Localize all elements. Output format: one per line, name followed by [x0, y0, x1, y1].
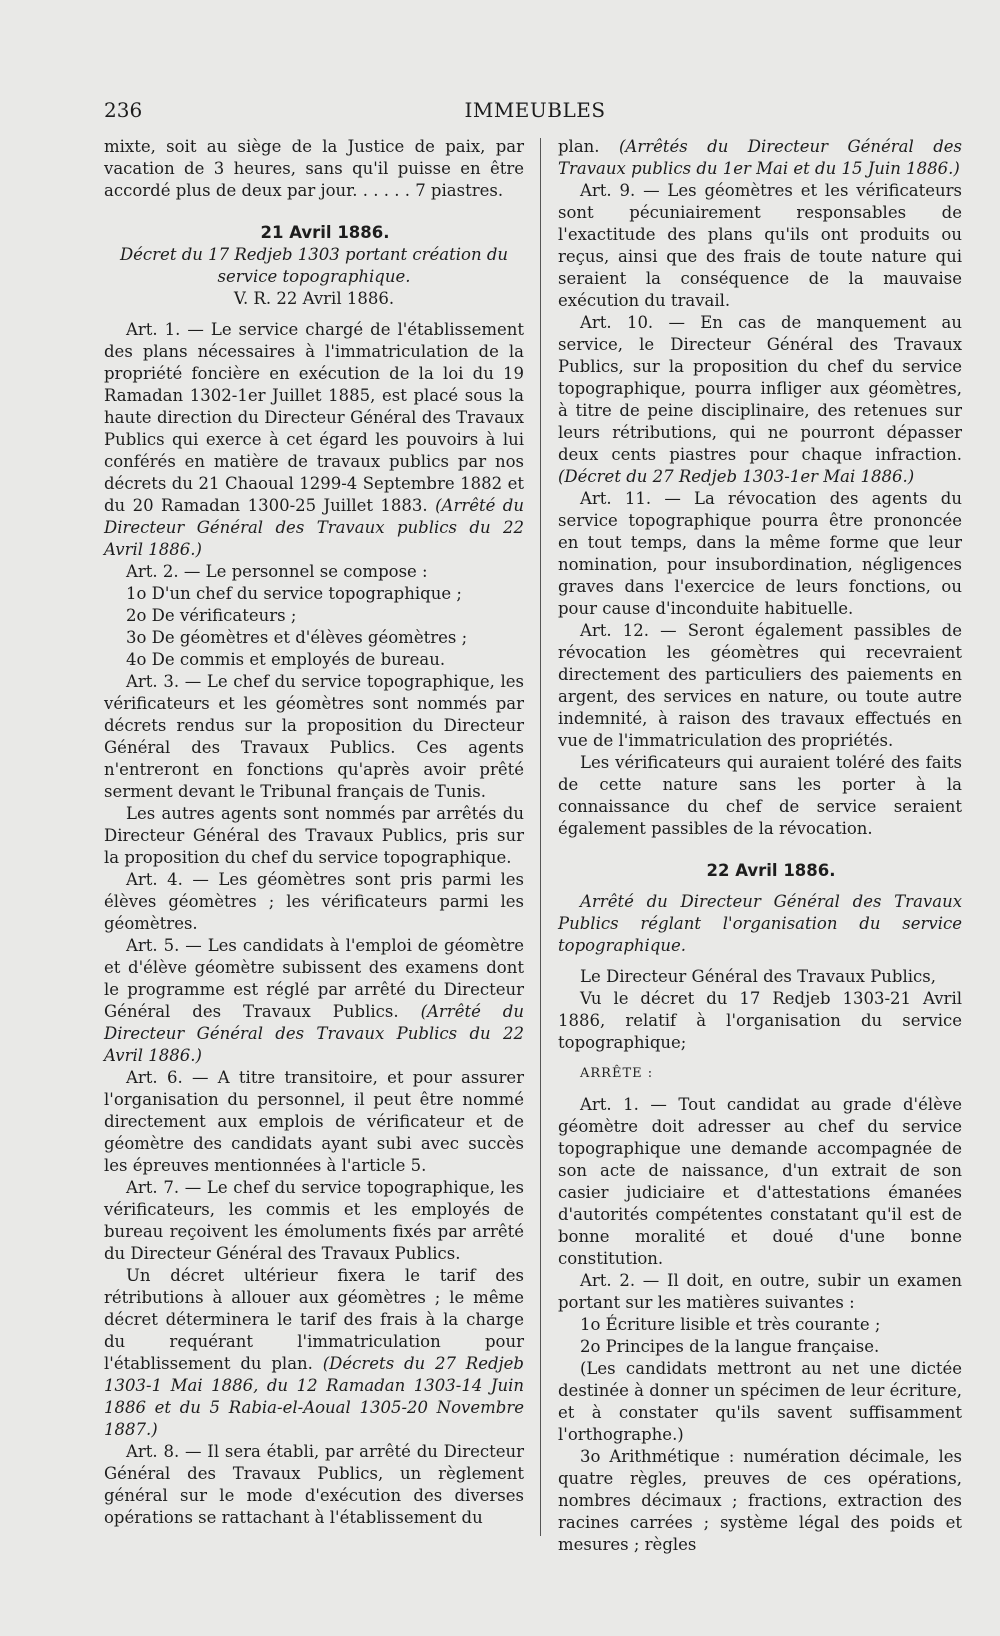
decree-title: Décret du 17 Redjeb 1303 portant création du service topographique.: [119, 245, 509, 286]
decree-date: 21 Avril 1886.: [260, 223, 390, 242]
article: Art. 11. — La révocation des agents du service topographique pourra être prononcée en tout temps, dans la même forme que leur nomination, pour insubordination, négligences graves dans l'exercice de leurs fonctions, ou pour cause d'inconduite habituelle.: [558, 489, 962, 618]
column-divider: [540, 138, 541, 1536]
arrete-label: ARRÊTE :: [580, 1066, 654, 1081]
list-item: 3o De géomètres et d'élèves géomètres ;: [126, 628, 468, 647]
list-item: 2o De vérificateurs ;: [126, 606, 297, 625]
article: Art. 12. — Seront également passibles de révocation les géomètres qui recevraient directement des particuliers des paiements en argent, des services en nature, ou toute autre indemnité, à raison des travaux effectués en vue de l'immatriculation des propriétés.: [558, 621, 962, 750]
article: Art. 1. — Le service chargé de l'établissement des plans nécessaires à l'immatriculation de la propriété foncière en exécution de la loi du 19 Ramadan 1302-1er Juillet 1885, est placé sous la haute direction du Directeur Général des Travaux Publics qui exerce à cet égard les pouvoirs à lui conférés en matière de travaux publics par nos décrets du 21 Chaoual 1299-4 Septembre 1882 et du 20 Ramadan 1300-25 Juillet 1883. (Arrêté du Directeur Général des Travaux publics du 22 Avril 1886.): [104, 320, 524, 559]
paragraph: (Les candidats mettront au net une dictée destinée à donner un spécimen de leur écriture, et à constater qu'ils savent suffisamment l'orthographe.): [558, 1359, 962, 1444]
list-item: 3o Arithmétique : numération décimale, les quatre règles, preuves de ces opérations, nombres décimaux ; fractions, extraction des racines carrées ; système légal des poids et mesures ; règles: [558, 1447, 962, 1554]
article: Art. 7. — Le chef du service topographique, les vérificateurs, les commis et les employés de bureau reçoivent les émoluments fixés par arrêté du Directeur Général des Travaux Publics.: [104, 1178, 524, 1263]
article: Art. 10. — En cas de manquement au service, le Directeur Général des Travaux Publics, sur la proposition du chef du service topographique, pourra infliger aux géomètres, à titre de peine disciplinaire, des retenues sur leurs rétributions, qui ne pourront dépasser deux cents piastres pour chaque infraction. (Décret du 27 Redjeb 1303-1er Mai 1886.): [558, 313, 962, 486]
article: Art. 5. — Les candidats à l'emploi de géomètre et d'élève géomètre subissent des examens dont le programme est réglé par arrêté du Directeur Général des Travaux Publics. (Arrêté du Directeur Général des Travaux Publics du 22 Avril 1886.): [104, 936, 524, 1065]
article: Art. 3. — Le chef du service topographique, les vérificateurs et les géomètres sont nommés par décrets rendus sur la proposition du Directeur Général des Travaux Publics. Ces agents n'entreront en fonctions qu'après avoir prêté serment devant le Tribunal français de Tunis.: [104, 672, 524, 801]
list-item: 1o D'un chef du service topographique ;: [126, 584, 462, 603]
article: Art. 2. — Il doit, en outre, subir un examen portant sur les matières suivantes :: [558, 1271, 962, 1312]
paragraph: Vu le décret du 17 Redjeb 1303-21 Avril 1886, relatif à l'organisation du service topographique;: [558, 989, 962, 1052]
list-item: 1o Écriture lisible et très courante ;: [580, 1315, 881, 1334]
arrete-date: 22 Avril 1886.: [706, 861, 836, 880]
vr-date: V. R. 22 Avril 1886.: [233, 289, 395, 308]
article: Art. 1. — Tout candidat au grade d'élève géomètre doit adresser au chef du service topographique une demande accompagnée de son acte de naissance, d'un extrait de son casier judiciaire et d'attestations émanées d'autorités compétentes constatant qu'il est de bonne moralité et doué d'une bonne constitution.: [558, 1095, 962, 1268]
left-column: [104, 136, 524, 1529]
list-item: 2o Principes de la langue française.: [580, 1337, 880, 1356]
page-number: 236: [104, 98, 143, 122]
paragraph: Un décret ultérieur fixera le tarif des rétributions à allouer aux géomètres ; le même décret déterminera le tarif des frais à la charge du requérant l'immatriculation pour l'établissement du plan. (Décrets du 27 Redjeb 1303-1 Mai 1886, du 12 Ramadan 1303-14 Juin 1886 et du 5 Rabia-el-Aoual 1305-20 Novembre 1887.): [104, 1266, 524, 1439]
paragraph: plan. (Arrêtés du Directeur Général des Travaux publics du 1er Mai et du 15 Juin 1886.): [558, 137, 962, 178]
article: Art. 4. — Les géomètres sont pris parmi les élèves géomètres ; les vérificateurs parmi les géomètres.: [104, 870, 524, 933]
paragraph: mixte, soit au siège de la Justice de paix, par vacation de 3 heures, sans qu'il puisse en être accordé plus de deux par jour. . . . . . 7 piastres.: [104, 137, 524, 200]
paragraph: Les autres agents sont nommés par arrêtés du Directeur Général des Travaux Publics, pris sur la proposition du chef du service topographique.: [104, 804, 524, 867]
running-title: IMMEUBLES: [464, 98, 606, 122]
article: Art. 9. — Les géomètres et les vérificateurs sont pécuniairement responsables de l'exactitude des plans qu'ils ont produits ou reçus, ainsi que des frais de toute nature qui seraient la conséquence de la mauvaise exécution du travail.: [558, 181, 962, 310]
arrete-title: Arrêté du Directeur Général des Travaux Publics réglant l'organisation du service topographique.: [558, 892, 962, 955]
article: Art. 2. — Le personnel se compose :: [126, 562, 428, 581]
paragraph: Les vérificateurs qui auraient toléré des faits de cette nature sans les porter à la connaissance du chef de service seraient également passibles de la révocation.: [558, 753, 962, 838]
right-column: [558, 136, 962, 1556]
paragraph: Le Directeur Général des Travaux Publics,: [580, 967, 937, 986]
article: Art. 8. — Il sera établi, par arrêté du Directeur Général des Travaux Publics, un règlement général sur le mode d'exécution des diverses opérations se rattachant à l'établissement du: [104, 1442, 524, 1527]
article: Art. 6. — A titre transitoire, et pour assurer l'organisation du personnel, il peut être nommé directement aux emplois de vérificateur et de géomètre des candidats ayant subi avec succès les épreuves mentionnées à l'article 5.: [104, 1068, 524, 1175]
list-item: 4o De commis et employés de bureau.: [126, 650, 446, 669]
